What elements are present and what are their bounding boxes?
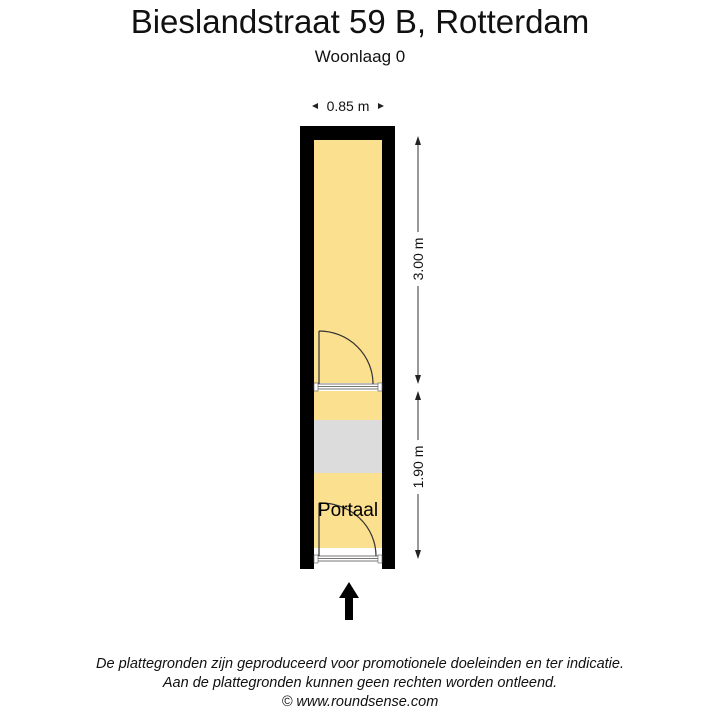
lower-length-label: 1.90 m (410, 445, 426, 489)
entrance-arrow-icon (339, 582, 359, 620)
room-label-portaal: Portaal (317, 500, 379, 521)
arrow-up-icon (415, 391, 421, 400)
stair-area (314, 420, 382, 473)
disclaimer (0, 655, 720, 712)
page-title: Bieslandstraat 59 B, Rotterdam (130, 3, 590, 40)
upper-length-dimension (410, 136, 426, 384)
width-dimension (312, 98, 384, 114)
disclaimer-line-2: Aan de plattegronden kunnen geen rechten worden ontleend. (162, 675, 558, 691)
copyright-link[interactable]: © www.roundsense.com (281, 694, 439, 710)
arrow-down-icon (415, 375, 421, 384)
floor-subtitle: Woonlaag 0 (314, 47, 406, 66)
lower-length-dimension (410, 391, 426, 559)
arrow-down-icon (415, 550, 421, 559)
upper-length-label: 3.00 m (410, 237, 426, 281)
width-dimension-label: 0.85 m (326, 98, 370, 114)
disclaimer-line-1: De plattegronden zijn geproduceerd voor promotionele doeleinden en ter indicatie. (96, 656, 624, 672)
arrow-right-icon (378, 103, 384, 109)
arrow-up-icon (415, 136, 421, 145)
arrow-left-icon (312, 103, 318, 109)
